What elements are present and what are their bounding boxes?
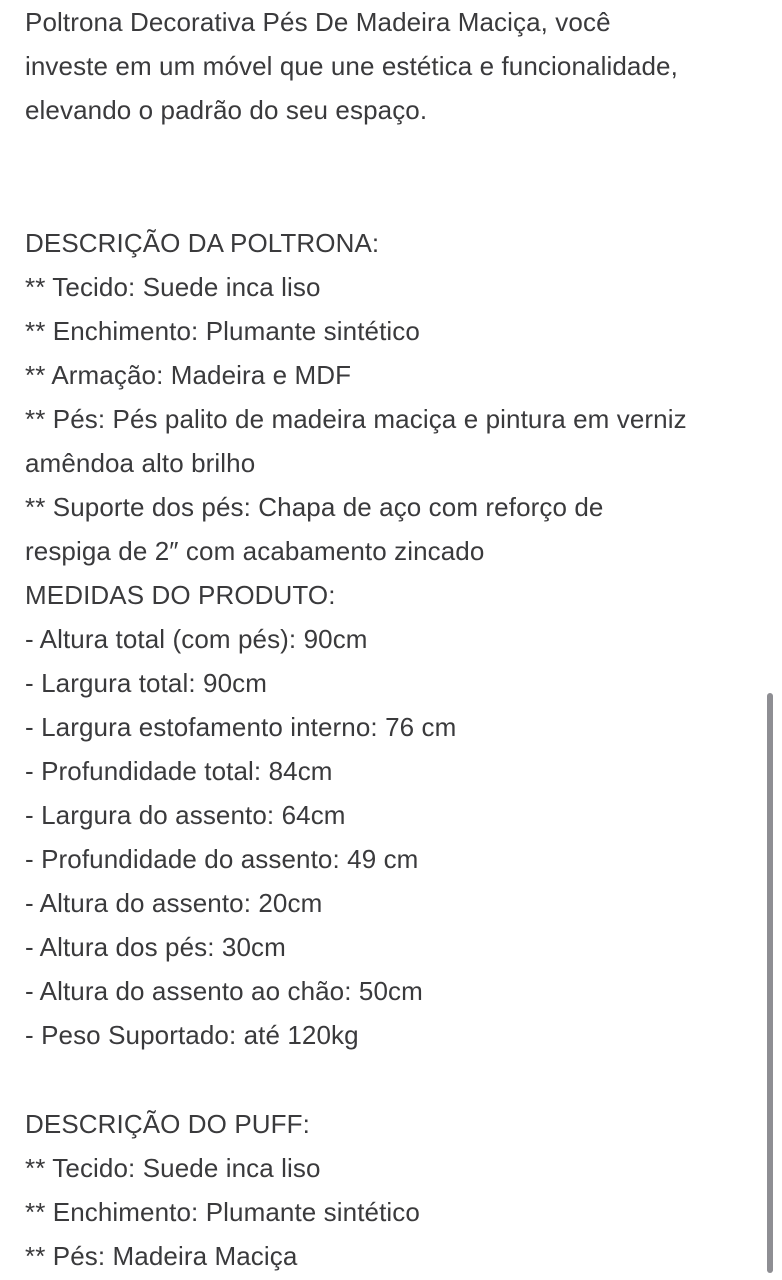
armchair-spec: ** Enchimento: Plumante sintético: [25, 316, 420, 346]
armchair-spec: respiga de 2″ com acabamento zincado: [25, 536, 485, 566]
measure-item: - Altura total (com pés): 90cm: [25, 624, 368, 654]
armchair-spec: ** Tecido: Suede inca liso: [25, 272, 321, 302]
measure-item: - Largura total: 90cm: [25, 668, 267, 698]
vertical-scrollbar[interactable]: [767, 693, 773, 1273]
puff-spec: ** Enchimento: Plumante sintético: [25, 1197, 420, 1227]
intro-line: Poltrona Decorativa Pés De Madeira Maciça, você: [25, 7, 611, 37]
armchair-spec: amêndoa alto brilho: [25, 448, 256, 478]
measure-item: - Altura do assento: 20cm: [25, 888, 323, 918]
measure-item: - Peso Suportado: até 120kg: [25, 1020, 359, 1050]
puff-spec: ** Tecido: Suede inca liso: [25, 1153, 321, 1183]
measure-item: - Altura dos pés: 30cm: [25, 932, 286, 962]
armchair-spec: ** Suporte dos pés: Chapa de aço com reforço de: [25, 492, 604, 522]
measure-item: - Altura do assento ao chão: 50cm: [25, 976, 423, 1006]
measure-item: - Largura estofamento interno: 76 cm: [25, 712, 457, 742]
measure-item: - Profundidade total: 84cm: [25, 756, 333, 786]
measure-item: - Profundidade do assento: 49 cm: [25, 844, 419, 874]
armchair-heading: DESCRIÇÃO DA POLTRONA:: [25, 228, 380, 258]
puff-heading: DESCRIÇÃO DO PUFF:: [25, 1109, 310, 1139]
armchair-spec: ** Armação: Madeira e MDF: [25, 360, 352, 390]
armchair-spec: ** Pés: Pés palito de madeira maciça e pintura em verniz: [25, 404, 687, 434]
intro-line: elevando o padrão do seu espaço.: [25, 95, 428, 125]
measures-heading: MEDIDAS DO PRODUTO:: [25, 580, 336, 610]
measure-item: - Largura do assento: 64cm: [25, 800, 346, 830]
intro-line: investe em um móvel que une estética e funcionalidade,: [25, 51, 678, 81]
puff-spec: ** Pés: Madeira Maciça: [25, 1241, 298, 1271]
